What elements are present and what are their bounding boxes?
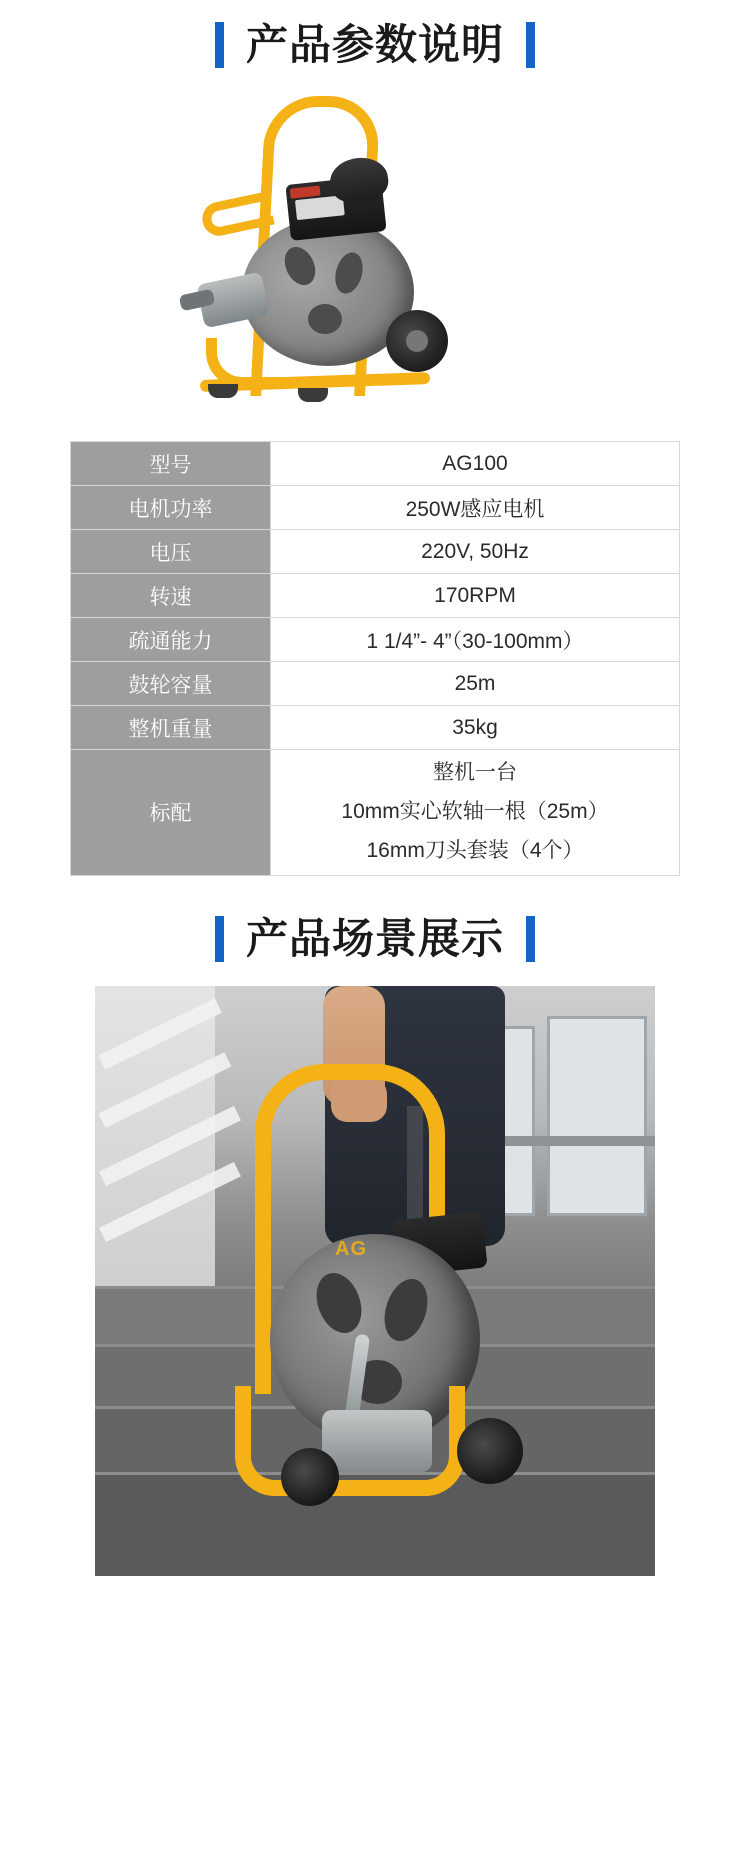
heading-bar-right-icon [526,916,535,962]
table-row [71,574,680,618]
table-row [71,530,680,574]
spec-value: 250W感应电机 [271,486,680,530]
spec-label: 整机重量 [71,706,271,750]
spec-label: 型号 [71,442,271,486]
spec-value: AG100 [271,442,680,486]
spec-label: 鼓轮容量 [71,662,271,706]
scene-photo [95,986,655,1576]
spec-section-heading [0,0,750,78]
spec-value: 170RPM [271,574,680,618]
spec-label: 疏通能力 [71,618,271,662]
scene-machine-base [235,1386,465,1496]
drum-vent-hole [279,242,321,290]
machine-foot [298,388,328,402]
table-row [71,442,680,486]
scene-window [547,1016,647,1216]
spec-label: 标配 [71,750,271,876]
spec-value: 35kg [271,706,680,750]
drum-vent-hole [309,1266,370,1339]
spec-value-standard-config [271,750,680,876]
table-row [71,486,680,530]
spec-value: 220V, 50Hz [271,530,680,574]
scene-machine-wheel [457,1418,523,1484]
spec-heading-text: 产品参数说明 [245,21,504,68]
scene-heading-text: 产品场景展示 [245,914,504,962]
product-hero-image [0,78,750,423]
table-row [71,706,680,750]
spec-table [70,441,680,876]
config-line: 10mm实心软轴一根（25m） [341,799,609,823]
spec-label: 电机功率 [71,486,271,530]
scene-section-heading [0,876,750,972]
spec-table-body [71,442,680,876]
spec-label: 电压 [71,530,271,574]
heading-bar-right-icon [526,22,535,68]
drum-vent-hole [377,1273,435,1346]
heading-bar-left-icon [215,22,224,68]
drum-vent-hole [331,249,367,296]
spec-value: 25m [271,662,680,706]
table-row [71,618,680,662]
table-row [71,662,680,706]
drum-vent-hole [308,304,342,334]
scene-machine-wheel [281,1448,339,1506]
config-line: 16mm刀头套装（4个） [366,838,584,862]
machine-illustration [180,88,580,418]
machine-foot [208,384,238,398]
motor-red-label [290,186,321,199]
scene-machine-brand-text: AG [335,1237,367,1260]
table-row-standard-config [71,750,680,876]
spec-value: 1 1/4”- 4”（30-100mm） [271,618,680,662]
spec-label: 转速 [71,574,271,618]
spec-table-wrapper [0,423,750,876]
heading-bar-left-icon [215,916,224,962]
machine-wheel [386,310,448,372]
motor-nameplate [295,195,345,220]
wheel-hub [406,330,428,352]
config-line: 整机一台 [433,761,517,784]
